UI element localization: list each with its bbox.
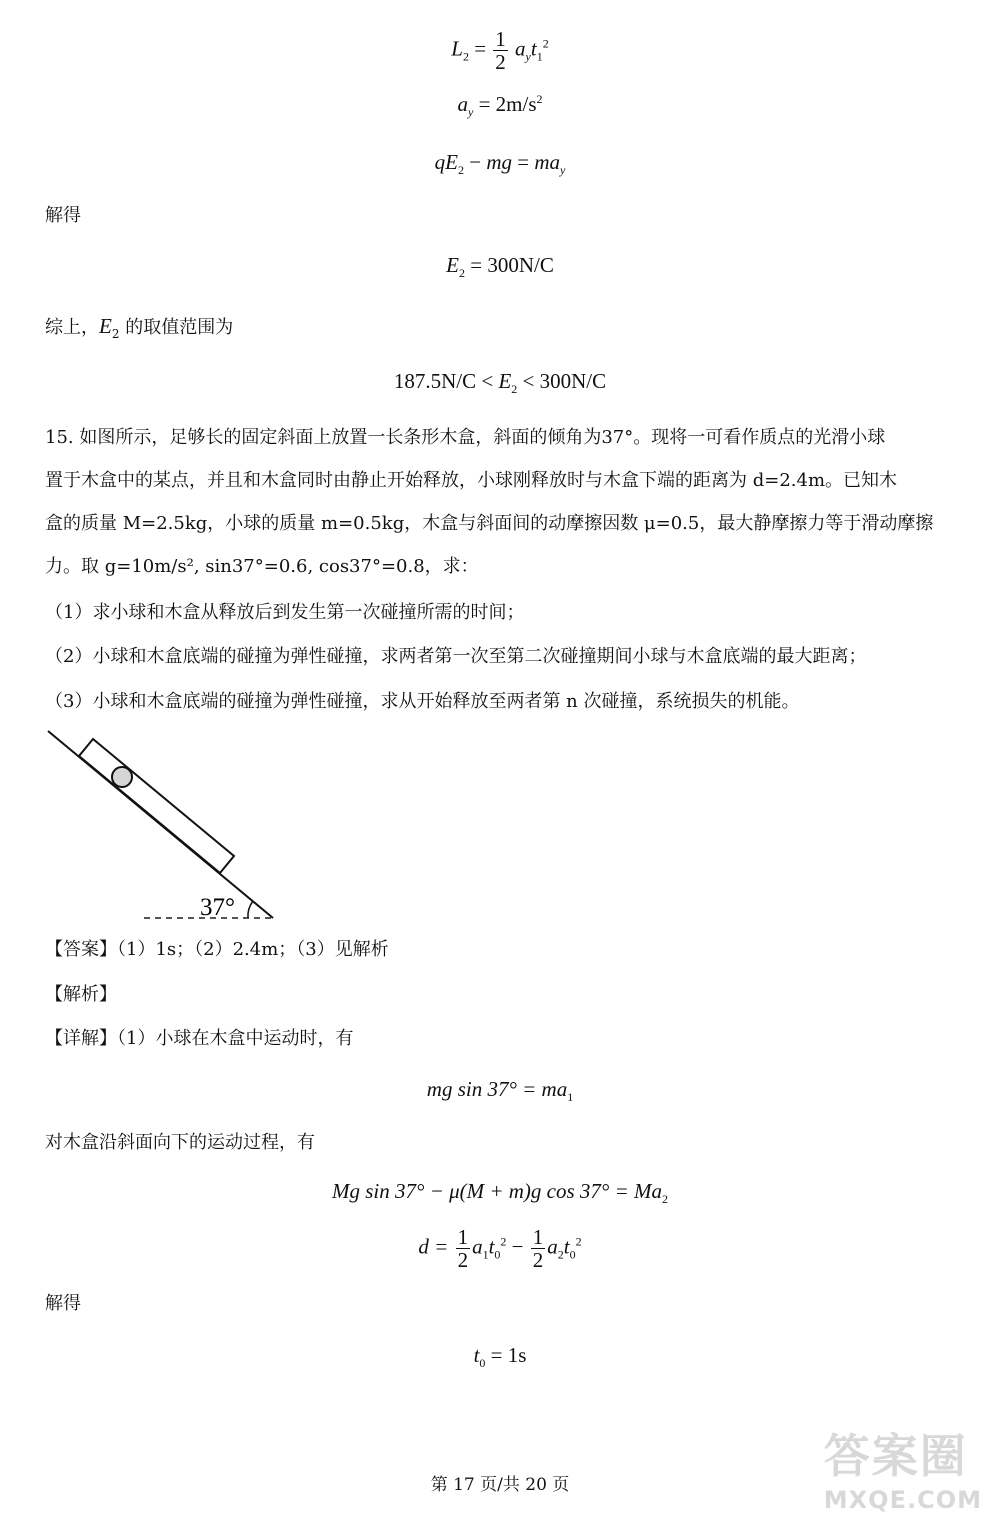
box-text: 对木盒沿斜面向下的运动过程，有 [45,1132,315,1153]
summary-line: 综上，$E_2$ 的取值范围为 [45,314,234,341]
page-footer: 第 17 页/共 20 页 [430,1475,570,1495]
sub-question-1: （1）求小球和木盒从释放后到发生第一次碰撞所需的时间； [45,602,525,623]
answer-line: 【答案】（1）1s；（2）2.4m；（3）见解析 [45,939,389,960]
solve-label: 解得 [45,205,81,226]
question-line: 力。取 g=10m/s², sin37°=0.6, cos37°=0.8，求： [45,556,479,577]
equation-E2: $E_2 = 300N/C$ [446,253,554,280]
watermark-logo [824,1420,982,1514]
incline-figure [40,725,290,930]
question-line: 置于木盒中的某点，并且和木盒同时由静止开始释放，小球刚释放时与木盒下端的距离为 d=2.4m。已知木 [45,470,898,491]
watermark-text: 答案圈 [823,1429,968,1483]
watermark-url: MXQE.COM [823,1486,982,1514]
equation-qE2: $qE_2$ − mg = $ma_y$ [434,150,566,177]
small-ball [112,767,132,787]
equation-t0: $t_0 = 1s$ [473,1343,527,1370]
angle-arc [248,901,253,918]
equation-box: Mg sin 37° − μ(M + m)g $\cos 37^\circ = Ma_2$ [332,1179,668,1206]
analysis-label: 【解析】 [45,984,117,1005]
angle-label: 37° [200,894,235,921]
equation-ball: mg $\sin 37^\circ = ma_1$ [426,1077,574,1104]
wooden-box [79,739,234,873]
solve-label: 解得 [45,1293,81,1314]
detail-line: 【详解】（1）小球在木盒中运动时，有 [45,1028,354,1049]
equation-range: $187.5N/C < E_2 < 300N/C$ [393,369,607,396]
sub-question-2: （2）小球和木盒底端的碰撞为弹性碰撞，求两者第一次至第二次碰撞期间小球与木盒底端的最大距离； [45,646,867,667]
equation-L2: $L_2$ = $\frac{1}{2}$ $a_yt_1^2$ [451,27,549,74]
question-line: 盒的质量 M=2.5kg，小球的质量 m=0.5kg，木盒与斜面间的动摩擦因数 μ=0.5，最大静摩擦力等于滑动摩擦 [45,513,934,534]
question-line: 15. 如图所示，足够长的固定斜面上放置一长条形木盒，斜面的倾角为37°。现将一可看作质点的光滑小球 [45,427,886,448]
question-15 [45,416,965,588]
sub-question-3: （3）小球和木盒底端的碰撞为弹性碰撞，求从开始释放至两者第 n 次碰撞，系统损失的机能。 [45,691,800,712]
equation-ay: $a_y = 2m/s^2$ [457,92,543,119]
equation-d: d = $\frac{1}{2}$ $a_1t_0^2$ − $\frac{1}{2}$ $a_2t_0^2$ [418,1225,582,1272]
